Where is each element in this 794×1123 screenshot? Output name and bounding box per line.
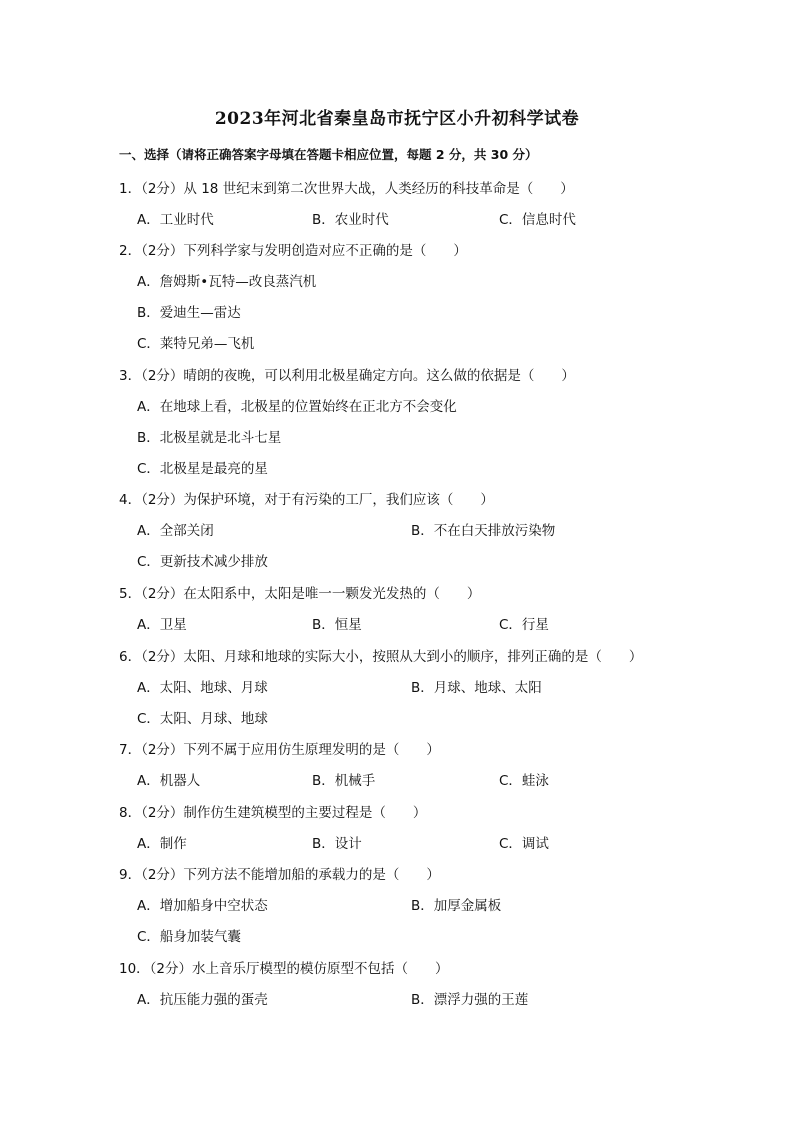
question-8-options: [137, 832, 697, 852]
question-9: 9．（2分）下列方法不能增加船的承载力的是（ ）: [119, 867, 440, 883]
question-2-option-b-row: [137, 301, 697, 321]
option-c: C．船身加装气囊: [137, 929, 241, 945]
question-4-option-c-row: [137, 550, 697, 570]
question-5-options: [137, 613, 697, 633]
option-c: C．信息时代: [499, 212, 576, 228]
question-7: 7．（2分）下列不属于应用仿生原理发明的是（ ）: [119, 742, 440, 758]
question-3-option-a-row: [137, 395, 697, 415]
page-title: 2023年河北省秦皇岛市抚宁区小升初科学试卷: [214, 109, 580, 129]
question-10-options: [137, 988, 697, 1008]
question-3-option-b-row: [137, 426, 697, 446]
question-2: 2．（2分）下列科学家与发明创造对应不正确的是（ ）: [119, 243, 467, 259]
option-a: A．太阳、地球、月球: [137, 680, 268, 696]
section-heading: 一、选择（请将正确答案字母填在答题卡相应位置，每题 2 分，共 30 分）: [119, 147, 538, 162]
question-8: 8．（2分）制作仿生建筑模型的主要过程是（ ）: [119, 805, 427, 821]
option-a: A．在地球上看，北极星的位置始终在正北方不会变化: [137, 399, 457, 415]
option-c: C．莱特兄弟—飞机: [137, 336, 255, 352]
question-5: 5．（2分）在太阳系中，太阳是唯一一颗发光发热的（ ）: [119, 586, 481, 602]
question-3: 3．（2分）晴朗的夜晚，可以利用北极星确定方向。这么做的依据是（ ）: [119, 368, 575, 384]
question-6-option-c-row: [137, 707, 697, 727]
option-c: C．调试: [499, 836, 549, 852]
question-10: 10．（2分）水上音乐厅模型的模仿原型不包括（ ）: [119, 961, 449, 977]
question-9-option-c-row: [137, 925, 697, 945]
option-b: B．设计: [312, 836, 362, 852]
option-c: C．行星: [499, 617, 549, 633]
option-a: A．工业时代: [137, 212, 214, 228]
question-2-option-a-row: [137, 270, 697, 290]
option-b: B．农业时代: [312, 212, 389, 228]
question-1: 1．（2分）从 18 世纪末到第二次世界大战，人类经历的科技革命是（ ）: [119, 181, 574, 197]
question-4-options: [137, 519, 697, 539]
option-a: A．全部关闭: [137, 523, 214, 539]
option-a: A．詹姆斯•瓦特—改良蒸汽机: [137, 274, 317, 290]
option-c: C．北极星是最亮的星: [137, 461, 268, 477]
option-a: A．卫星: [137, 617, 187, 633]
question-9-options: [137, 894, 697, 914]
option-b: B．恒星: [312, 617, 362, 633]
option-a: A．抗压能力强的蛋壳: [137, 992, 268, 1008]
option-b: B．漂浮力强的王莲: [411, 992, 529, 1008]
question-6: 6．（2分）太阳、月球和地球的实际大小，按照从大到小的顺序，排列正确的是（ ）: [119, 649, 643, 665]
option-a: A．增加船身中空状态: [137, 898, 268, 914]
option-b: B．月球、地球、太阳: [411, 680, 542, 696]
option-c: C．更新技术减少排放: [137, 554, 268, 570]
option-b: B．不在白天排放污染物: [411, 523, 556, 539]
question-2-option-c-row: [137, 332, 697, 352]
question-4: 4．（2分）为保护环境，对于有污染的工厂，我们应该（ ）: [119, 492, 494, 508]
option-a: A．机器人: [137, 773, 201, 789]
question-6-options: [137, 676, 697, 696]
option-b: B．加厚金属板: [411, 898, 502, 914]
question-3-option-c-row: [137, 457, 697, 477]
option-b: B．北极星就是北斗七星: [137, 430, 282, 446]
option-c: C．蛙泳: [499, 773, 549, 789]
option-c: C．太阳、月球、地球: [137, 711, 268, 727]
option-a: A．制作: [137, 836, 187, 852]
option-b: B．机械手: [312, 773, 376, 789]
option-b: B．爱迪生—雷达: [137, 305, 241, 321]
question-7-options: [137, 769, 697, 789]
question-1-options: [137, 208, 697, 228]
